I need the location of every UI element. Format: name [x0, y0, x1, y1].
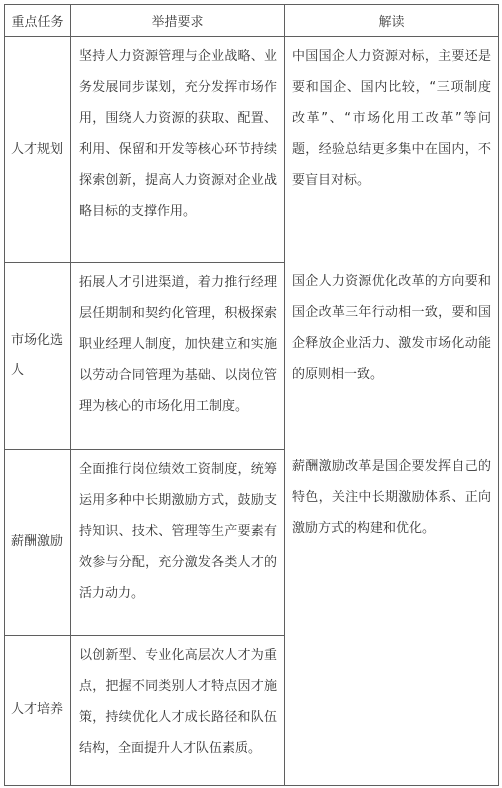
measure-cell: 全面推行岗位绩效工资制度，统筹运用多种中长期激励方式，鼓励支持知识、技术、管理等生产要素有效参与分配，充分激发各类人才的活力动力。 [71, 449, 285, 635]
measure-cell: 拓展人才引进渠道，着力推行经理层任期制和契约化管理，积极探索职业经理人制度，加快建立和实施以劳动合同管理为基础、以岗位管理为核心的市场化用工制度。 [71, 263, 285, 449]
interpretation-text: 国企人力资源优化改革的方向要和国企改革三年行动相一致，要和国企释放企业活力、激发市场化动能的原则相一致。 [292, 274, 491, 382]
task-cell: 市场化选人 [5, 263, 71, 449]
task-cell: 人才规划 [5, 37, 71, 263]
measure-cell: 坚持人力资源管理与企业战略、业务发展同步谋划，充分发挥市场作用，围绕人力资源的获取、配置、利用、保留和开发等核心环节持续探索创新，提高人力资源对企业战略目标的支撑作用。 [71, 37, 285, 263]
header-interpretation: 解读 [285, 5, 499, 37]
header-measure: 举措要求 [71, 5, 285, 37]
interpretation-text: 薪酬激励改革是国企要发挥自己的特色，关注中长期激励体系、正向激励方式的构建和优化。 [292, 459, 491, 536]
interpretation-cell [285, 37, 499, 786]
header-task: 重点任务 [5, 5, 71, 37]
task-cell: 人才培养 [5, 635, 71, 785]
task-table [4, 4, 499, 786]
header-row [5, 5, 499, 37]
table-row [5, 37, 499, 263]
measure-cell: 以创新型、专业化高层次人才为重点，把握不同类别人才特点因才施策，持续优化人才成长路径和队伍结构，全面提升人才队伍素质。 [71, 635, 285, 785]
interpretation-text: 中国国企人力资源对标，主要还是要和国企、国内比较，“三项制度改革”、“市场化用工改革”等问题，经验总结更多集中在国内，不要盲目对标。 [292, 49, 491, 188]
task-cell: 薪酬激励 [5, 449, 71, 635]
